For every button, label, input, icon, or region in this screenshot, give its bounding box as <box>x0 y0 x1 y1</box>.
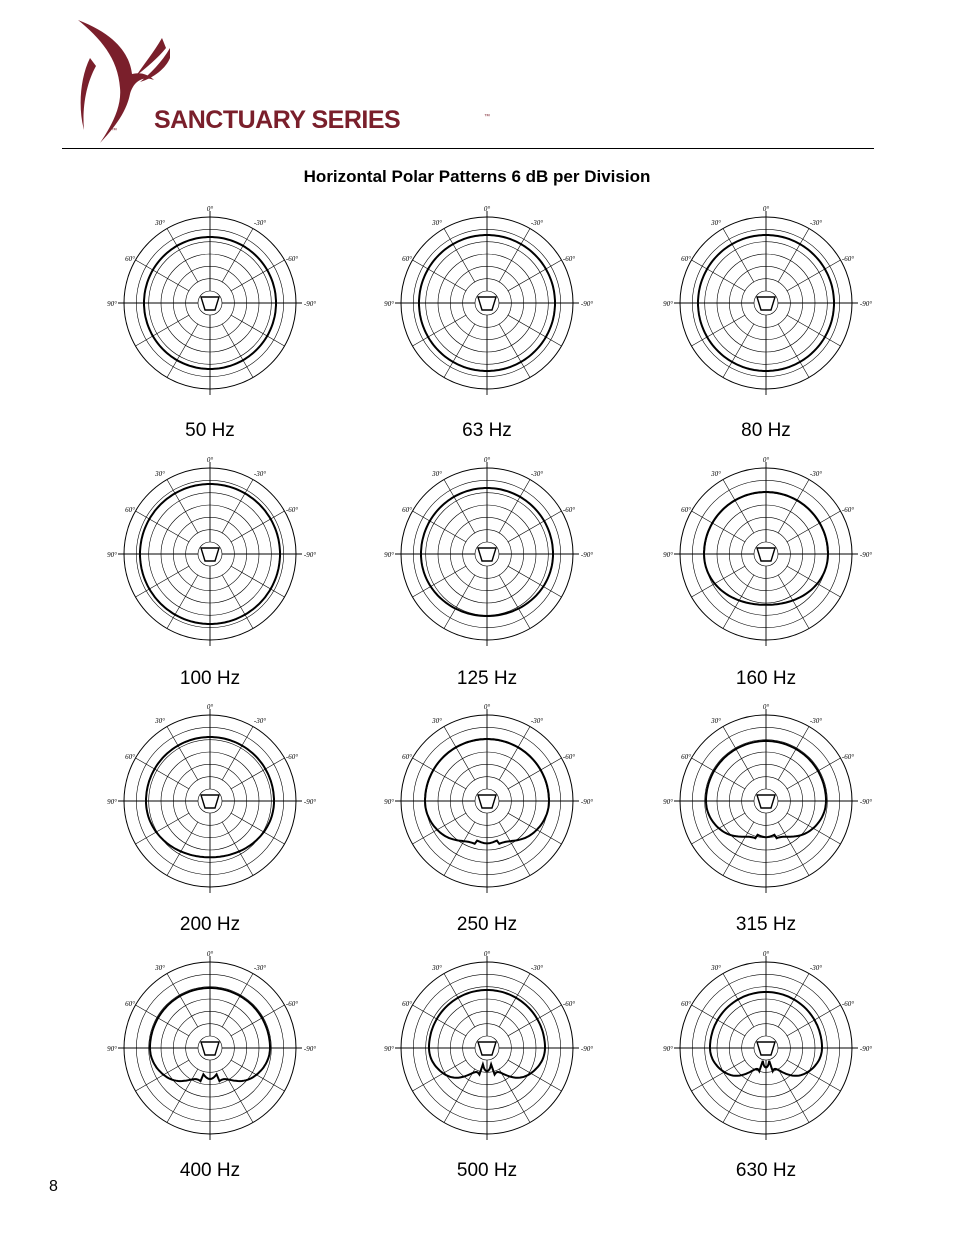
frequency-label: 315 Hz <box>735 914 797 935</box>
angle-label-right30: -30° <box>809 470 823 478</box>
speaker-icon <box>201 1042 219 1055</box>
polar-chart <box>100 950 320 1150</box>
angle-label-right30: -30° <box>253 470 267 478</box>
speaker-icon <box>757 297 775 310</box>
angle-label-top: 0° <box>206 456 214 464</box>
angle-label-left90: 90° <box>663 551 673 559</box>
polar-chart <box>377 205 597 405</box>
frequency-label: 630 Hz <box>735 1160 797 1181</box>
frequency-label: 100 Hz <box>179 668 241 689</box>
angle-label-left30: 30° <box>432 717 442 725</box>
angle-label-top: 0° <box>483 456 491 464</box>
angle-label-top: 0° <box>762 950 770 958</box>
angle-label-left30: 30° <box>432 219 442 227</box>
speaker-icon <box>478 548 496 561</box>
angle-label-right30: -30° <box>253 219 267 227</box>
polar-chart <box>656 456 876 656</box>
angle-label-right60: -60° <box>841 506 855 514</box>
polar-plot <box>377 205 597 455</box>
angle-label-left60: 60° <box>402 753 412 761</box>
angle-label-left90: 90° <box>663 798 673 806</box>
angle-label-right90: -90° <box>303 798 317 806</box>
angle-label-left60: 60° <box>402 506 412 514</box>
frequency-label: 200 Hz <box>179 914 241 935</box>
polar-chart <box>656 703 876 903</box>
angle-label-top: 0° <box>206 205 214 213</box>
angle-label-right60: -60° <box>562 506 576 514</box>
angle-label-top: 0° <box>762 205 770 213</box>
frequency-label: 500 Hz <box>456 1160 518 1181</box>
polar-chart <box>100 703 320 903</box>
angle-label-right60: -60° <box>841 1000 855 1008</box>
polar-plot <box>377 950 597 1200</box>
speaker-icon <box>757 795 775 808</box>
angle-label-right90: -90° <box>859 551 873 559</box>
angle-label-right30: -30° <box>530 470 544 478</box>
angle-label-right60: -60° <box>285 1000 299 1008</box>
angle-label-right30: -30° <box>809 717 823 725</box>
angle-label-left30: 30° <box>155 717 165 725</box>
angle-label-right30: -30° <box>530 219 544 227</box>
polar-chart <box>656 205 876 405</box>
angle-label-top: 0° <box>206 703 214 711</box>
angle-label-right30: -30° <box>253 717 267 725</box>
angle-label-right90: -90° <box>580 798 594 806</box>
speaker-icon <box>478 795 496 808</box>
frequency-label: 250 Hz <box>456 914 518 935</box>
angle-label-left90: 90° <box>384 1045 394 1053</box>
brand-name: SANCTUARY SERIES <box>154 106 401 134</box>
brand-tm: ™ <box>484 114 490 120</box>
angle-label-left30: 30° <box>432 470 442 478</box>
angle-label-left60: 60° <box>125 1000 135 1008</box>
angle-label-right30: -30° <box>809 219 823 227</box>
polar-chart <box>377 703 597 903</box>
speaker-icon <box>201 297 219 310</box>
angle-label-right60: -60° <box>562 255 576 263</box>
angle-label-left30: 30° <box>155 470 165 478</box>
angle-label-left60: 60° <box>125 753 135 761</box>
angle-label-left90: 90° <box>384 551 394 559</box>
polar-plot <box>656 703 876 953</box>
angle-label-right60: -60° <box>285 506 299 514</box>
angle-label-left60: 60° <box>681 255 691 263</box>
angle-label-right60: -60° <box>841 255 855 263</box>
angle-label-right60: -60° <box>562 1000 576 1008</box>
polar-plot <box>656 205 876 455</box>
speaker-icon <box>201 548 219 561</box>
header-rule <box>62 148 874 149</box>
speaker-icon <box>478 297 496 310</box>
angle-label-right90: -90° <box>859 1045 873 1053</box>
angle-label-left90: 90° <box>107 300 117 308</box>
angle-label-right60: -60° <box>841 753 855 761</box>
angle-label-top: 0° <box>762 703 770 711</box>
angle-label-left90: 90° <box>107 798 117 806</box>
angle-label-left30: 30° <box>711 717 721 725</box>
frequency-label: 80 Hz <box>741 420 791 441</box>
angle-label-left60: 60° <box>402 255 412 263</box>
angle-label-top: 0° <box>483 205 491 213</box>
angle-label-left30: 30° <box>432 964 442 972</box>
angle-label-right90: -90° <box>303 300 317 308</box>
angle-label-top: 0° <box>762 456 770 464</box>
angle-label-right60: -60° <box>285 255 299 263</box>
speaker-icon <box>201 795 219 808</box>
angle-label-left60: 60° <box>402 1000 412 1008</box>
speaker-icon <box>757 1042 775 1055</box>
polar-chart <box>100 456 320 656</box>
page-number: 8 <box>49 1178 58 1195</box>
angle-label-left30: 30° <box>711 219 721 227</box>
angle-label-right30: -30° <box>809 964 823 972</box>
angle-label-left30: 30° <box>711 964 721 972</box>
frequency-label: 160 Hz <box>735 668 797 689</box>
polar-plot <box>656 456 876 706</box>
angle-label-right90: -90° <box>859 300 873 308</box>
angle-label-left30: 30° <box>155 964 165 972</box>
angle-label-right90: -90° <box>580 551 594 559</box>
angle-label-left60: 60° <box>681 506 691 514</box>
angle-label-left30: 30° <box>155 219 165 227</box>
angle-label-right30: -30° <box>530 717 544 725</box>
angle-label-left90: 90° <box>107 1045 117 1053</box>
speaker-icon <box>478 1042 496 1055</box>
angle-label-right30: -30° <box>253 964 267 972</box>
angle-label-right90: -90° <box>580 1045 594 1053</box>
polar-plot <box>377 456 597 706</box>
frequency-label: 125 Hz <box>456 668 518 689</box>
angle-label-left60: 60° <box>681 753 691 761</box>
angle-label-left90: 90° <box>384 300 394 308</box>
frequency-label: 400 Hz <box>179 1160 241 1181</box>
angle-label-top: 0° <box>483 950 491 958</box>
angle-label-right60: -60° <box>285 753 299 761</box>
polar-chart <box>656 950 876 1150</box>
angle-label-left30: 30° <box>711 470 721 478</box>
polar-chart <box>377 950 597 1150</box>
angle-label-top: 0° <box>483 703 491 711</box>
polar-plot <box>100 703 320 953</box>
angle-label-right30: -30° <box>530 964 544 972</box>
sanctuary-logo <box>70 18 500 148</box>
angle-label-right90: -90° <box>303 551 317 559</box>
angle-label-right90: -90° <box>580 300 594 308</box>
angle-label-left90: 90° <box>663 1045 673 1053</box>
polar-plot <box>100 456 320 706</box>
angle-label-left90: 90° <box>663 300 673 308</box>
angle-label-right60: -60° <box>562 753 576 761</box>
page-heading: Horizontal Polar Patterns 6 dB per Division <box>303 167 651 186</box>
polar-chart <box>100 205 320 405</box>
angle-label-left90: 90° <box>107 551 117 559</box>
polar-plot <box>100 205 320 455</box>
polar-chart <box>377 456 597 656</box>
angle-label-left90: 90° <box>384 798 394 806</box>
angle-label-left60: 60° <box>125 255 135 263</box>
speaker-icon <box>757 548 775 561</box>
logo-tm: ™ <box>111 128 117 134</box>
frequency-label: 50 Hz <box>185 420 235 441</box>
angle-label-right90: -90° <box>859 798 873 806</box>
angle-label-top: 0° <box>206 950 214 958</box>
frequency-label: 63 Hz <box>462 420 512 441</box>
angle-label-left60: 60° <box>681 1000 691 1008</box>
polar-plot <box>377 703 597 953</box>
polar-plot <box>656 950 876 1200</box>
angle-label-right90: -90° <box>303 1045 317 1053</box>
angle-label-left60: 60° <box>125 506 135 514</box>
polar-plot <box>100 950 320 1200</box>
